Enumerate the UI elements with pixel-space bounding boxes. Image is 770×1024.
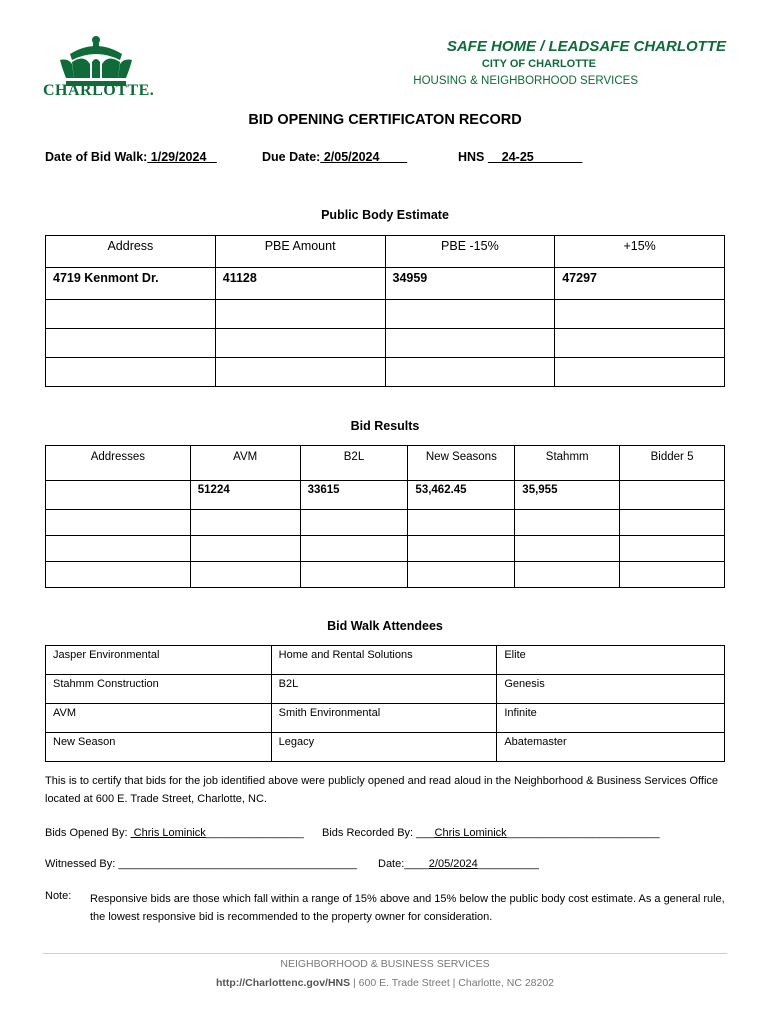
- due-date: [262, 150, 407, 164]
- pbe-cell: [555, 300, 725, 329]
- bid-results-table: [45, 445, 725, 588]
- bid-cell: [620, 536, 725, 562]
- pbe-cell: 4719 Kenmont Dr.: [46, 268, 216, 300]
- due-date-value: 2/05/2024: [320, 150, 408, 164]
- pbe-header-row: [46, 236, 725, 268]
- hns-value: 24-25: [487, 150, 583, 164]
- pbe-cell: 41128: [215, 268, 385, 300]
- footer-contact: [0, 977, 770, 989]
- bid-cell: [408, 510, 515, 536]
- pbe-cell: [215, 358, 385, 387]
- bid-row: [46, 510, 725, 536]
- attendee-row: [46, 704, 725, 733]
- pbe-table: [45, 235, 725, 387]
- attendee-cell: Smith Environmental: [271, 704, 497, 733]
- witnessed-label: Witnessed By:: [45, 858, 116, 870]
- footer-url: http://Charlottenc.gov/HNS: [215, 977, 351, 989]
- pbe-row: [46, 268, 725, 300]
- attendee-cell: Home and Rental Solutions: [271, 646, 497, 675]
- bid-cell: [46, 481, 191, 510]
- bid-col-avm: AVM: [190, 446, 300, 481]
- org-city: CITY OF CHARLOTTE: [481, 58, 596, 70]
- bid-cell: 33615: [300, 481, 408, 510]
- attendee-row: [46, 733, 725, 762]
- bid-cell: [620, 510, 725, 536]
- hns-number: [458, 150, 582, 164]
- attendees-heading: Bid Walk Attendees: [327, 619, 443, 633]
- bid-col-b2l: B2L: [300, 446, 408, 481]
- attendee-row: [46, 646, 725, 675]
- bids-recorded-value: Chris Lominick: [434, 827, 507, 839]
- bid-col-bidder5: Bidder 5: [620, 446, 725, 481]
- bid-cell: [408, 562, 515, 588]
- bid-walk-label: Date of Bid Walk:: [45, 150, 148, 164]
- bid-col-new-seasons: New Seasons: [408, 446, 515, 481]
- pbe-col-address: Address: [46, 236, 216, 268]
- bid-col-addresses: Addresses: [46, 446, 191, 481]
- pbe-cell: 34959: [385, 268, 555, 300]
- pbe-row: [46, 358, 725, 387]
- bid-cell: [620, 481, 725, 510]
- document-title: BID OPENING CERTIFICATON RECORD: [248, 112, 522, 128]
- witnessed-by: [45, 858, 357, 870]
- note-text: Responsive bids are those which fall within a range of 15% above and 15% below the public body cost estimate. As a general rule, the lowest responsive bid is recommended to the property owner for consideration.: [90, 893, 725, 923]
- bids-recorded-by: Bids Recorded By: ___Chris Lominick_________________________: [322, 827, 660, 839]
- date-value: 2/05/2024: [428, 858, 478, 870]
- bid-cell: [190, 536, 300, 562]
- certification-text: This is to certify that bids for the job identified above were publicly opened and read aloud in the Neighborhood & Business Services Office located at 600 E. Trade Street, Charlotte, NC.: [45, 775, 719, 805]
- bid-row: [46, 481, 725, 510]
- pbe-cell: [46, 300, 216, 329]
- pbe-cell: [555, 329, 725, 358]
- bid-cell: [190, 510, 300, 536]
- bid-row: [46, 536, 725, 562]
- bids-opened-value: Chris Lominick: [130, 827, 206, 839]
- bid-results-heading: Bid Results: [350, 419, 420, 433]
- pbe-col-amount: PBE Amount: [215, 236, 385, 268]
- bid-cell: [46, 510, 191, 536]
- bid-walk-date: [45, 150, 217, 164]
- bids-opened-label: Bids Opened By:: [45, 827, 128, 839]
- pbe-cell: [46, 358, 216, 387]
- attendees-table: [45, 645, 725, 762]
- pbe-row: [46, 329, 725, 358]
- pbe-cell: 47297: [555, 268, 725, 300]
- attendee-cell: New Season: [46, 733, 272, 762]
- footer-department: NEIGHBORHOOD & BUSINESS SERVICES: [280, 958, 490, 970]
- footer-divider: [43, 953, 727, 954]
- attendee-cell: Elite: [497, 646, 725, 675]
- bid-cell: [190, 562, 300, 588]
- attendee-cell: Abatemaster: [497, 733, 725, 762]
- pbe-cell: [215, 329, 385, 358]
- pbe-cell: [385, 300, 555, 329]
- attendee-cell: Genesis: [497, 675, 725, 704]
- note-label: Note:: [45, 890, 72, 902]
- org-department: HOUSING & NEIGHBORHOOD SERVICES: [413, 75, 638, 87]
- org-title: SAFE HOME / LEADSAFE CHARLOTTE: [446, 38, 726, 55]
- pbe-cell: [385, 358, 555, 387]
- bid-col-stahmm: Stahmm: [515, 446, 620, 481]
- pbe-cell: [555, 358, 725, 387]
- pbe-cell: [46, 329, 216, 358]
- bid-results-header-row: [46, 446, 725, 481]
- attendee-cell: Infinite: [497, 704, 725, 733]
- attendee-cell: Jasper Environmental: [46, 646, 272, 675]
- pbe-col-minus15: PBE -15%: [385, 236, 555, 268]
- pbe-heading: Public Body Estimate: [321, 208, 449, 222]
- bid-cell: [300, 562, 408, 588]
- bid-cell: 51224: [190, 481, 300, 510]
- hns-label: HNS: [458, 150, 485, 164]
- witnessed-fill: _______________________________________: [118, 858, 357, 870]
- bid-cell: [515, 562, 620, 588]
- bid-cell: [515, 510, 620, 536]
- bids-opened-by: [45, 827, 304, 839]
- attendee-cell: B2L: [271, 675, 497, 704]
- pbe-cell: [215, 300, 385, 329]
- logo-wordmark: CHARLOTTE.: [43, 82, 155, 99]
- bid-cell: [300, 536, 408, 562]
- bids-recorded-label: Bids Recorded By:: [322, 827, 414, 839]
- bid-row: [46, 562, 725, 588]
- bids-opened-fill: ________________: [205, 827, 304, 839]
- footer-address: | 600 E. Trade Street | Charlotte, NC 28202: [350, 977, 555, 989]
- date-label: Date:: [378, 858, 405, 870]
- bid-cell: [408, 536, 515, 562]
- attendee-cell: Legacy: [271, 733, 497, 762]
- due-date-label: Due Date:: [262, 150, 321, 164]
- pbe-row: [46, 300, 725, 329]
- signature-date: Date:____2/05/2024__________: [378, 858, 539, 870]
- attendee-cell: Stahmm Construction: [46, 675, 272, 704]
- attendee-cell: AVM: [46, 704, 272, 733]
- bid-cell: [46, 536, 191, 562]
- bid-cell: 53,462.45: [408, 481, 515, 510]
- pbe-cell: [385, 329, 555, 358]
- bid-walk-value: 1/29/2024: [147, 150, 217, 164]
- date-fill: __________: [477, 858, 539, 870]
- bid-cell: [515, 536, 620, 562]
- bid-cell: 35,955: [515, 481, 620, 510]
- bids-recorded-fill: _________________________: [506, 827, 660, 839]
- pbe-col-plus15: +15%: [555, 236, 725, 268]
- bid-cell: [620, 562, 725, 588]
- bid-cell: [46, 562, 191, 588]
- bid-cell: [300, 510, 408, 536]
- attendee-row: [46, 675, 725, 704]
